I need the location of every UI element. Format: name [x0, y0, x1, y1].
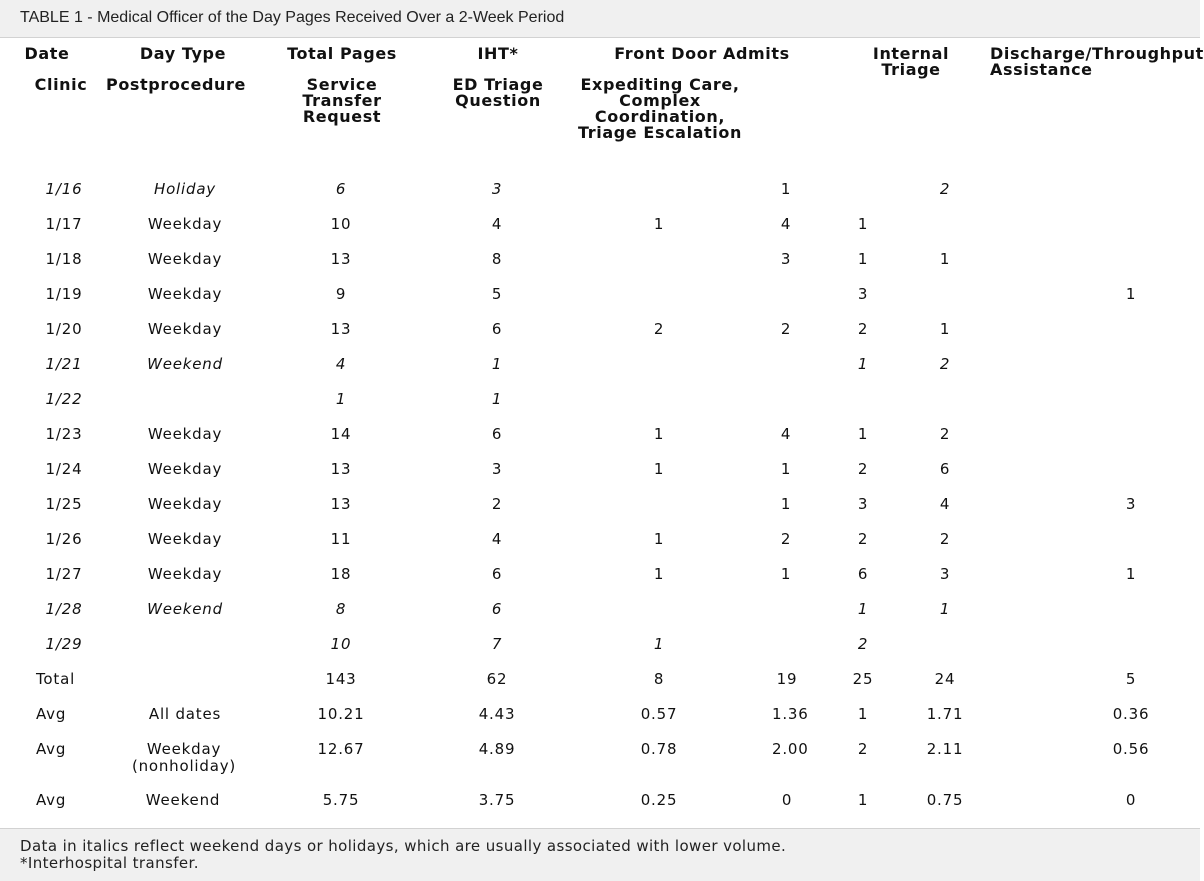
table-row-1-c7: 1	[857, 215, 869, 233]
table-row-11-type: Weekday	[147, 565, 223, 583]
table-row-2-type: Weekday	[147, 250, 223, 268]
table-row-12-type: Weekend	[147, 600, 223, 618]
summary-row-2-it: 2.00	[772, 740, 809, 758]
summary-row-3-fd: 0.25	[640, 791, 678, 809]
table-row-10-type: Weekday	[147, 530, 223, 548]
table-row-3-iht: 5	[491, 285, 503, 303]
table-row-8-fd: 1	[653, 460, 665, 478]
summary-row-0-c7: 25	[852, 670, 874, 688]
table-row-8-c8: 6	[939, 460, 951, 478]
table-row-9-it: 1	[780, 495, 792, 513]
summary-row-2-fd: 0.78	[640, 740, 678, 758]
summary-row-1-total: 10.21	[317, 705, 365, 723]
summary-row-0-iht: 62	[486, 670, 508, 688]
table-row-4-type: Weekday	[147, 320, 223, 338]
table-row-0-iht: 3	[491, 180, 503, 198]
table-row-10-date: 1/26	[45, 530, 83, 548]
table-row-3-total: 9	[335, 285, 347, 303]
header-date: Date	[24, 44, 70, 63]
summary-row-1-c8: 1.71	[926, 705, 964, 723]
table-row-13-total: 10	[330, 635, 352, 653]
header-total-pages: Total Pages	[287, 44, 397, 63]
table-row-3-date: 1/19	[45, 285, 83, 303]
table-row-11-fd: 1	[653, 565, 665, 583]
table-row-13-date: 1/29	[45, 635, 83, 653]
table-row-11-total: 18	[330, 565, 352, 583]
table-row-7-iht: 6	[491, 425, 503, 443]
table-row-1-it: 4	[780, 215, 792, 233]
table-row-0-it: 1	[780, 180, 792, 198]
header-day-type: Day Type	[139, 44, 227, 63]
header-expediting-care: Expediting Care, Complex Coordination, Triage Escalation	[578, 75, 742, 142]
table-row-5-date: 1/21	[45, 355, 83, 373]
table-row-1-date: 1/17	[45, 215, 83, 233]
table-row-8-iht: 3	[491, 460, 503, 478]
table-row-4-date: 1/20	[45, 320, 83, 338]
table-row-8-c7: 2	[857, 460, 869, 478]
summary-row-3-iht: 3.75	[478, 791, 516, 809]
table-row-8-type: Weekday	[147, 460, 223, 478]
summary-row-2-dis: 0.56	[1112, 740, 1150, 758]
table-footnote	[0, 828, 1200, 881]
table-row-11-date: 1/27	[45, 565, 83, 583]
table-row-10-c8: 2	[939, 530, 951, 548]
table-row-0-type: Holiday	[154, 180, 216, 198]
summary-row-3-dis: 0	[1125, 791, 1137, 809]
table-row-7-c7: 1	[857, 425, 869, 443]
table-row-9-dis: 3	[1125, 495, 1137, 513]
summary-row-1-c7: 1	[857, 705, 869, 723]
summary-row-2-c8: 2.11	[926, 740, 964, 758]
table-row-7-date: 1/23	[45, 425, 83, 443]
summary-row-1-label: Avg	[36, 705, 67, 723]
table-row-1-total: 10	[330, 215, 352, 233]
table-row-5-type: Weekend	[147, 355, 223, 373]
table-row-13-fd: 1	[653, 635, 665, 653]
table-row-12-c8: 1	[939, 600, 951, 618]
summary-row-0-it: 19	[776, 670, 798, 688]
table-row-1-type: Weekday	[147, 215, 223, 233]
table-row-3-c7: 3	[857, 285, 869, 303]
table-row-0-total: 6	[335, 180, 347, 198]
table-row-11-c8: 3	[939, 565, 951, 583]
table-row-10-c7: 2	[857, 530, 869, 548]
table-row-2-iht: 8	[491, 250, 503, 268]
table-row-7-fd: 1	[653, 425, 665, 443]
table-row-2-c7: 1	[857, 250, 869, 268]
header-discharge: Discharge/Throughput Assistance	[990, 44, 1204, 79]
summary-row-2-c7: 2	[857, 740, 869, 758]
summary-row-0-fd: 8	[653, 670, 665, 688]
table-row-9-type: Weekday	[147, 495, 223, 513]
summary-row-3-c7: 1	[857, 791, 869, 809]
summary-row-1-fd: 0.57	[640, 705, 678, 723]
table-row-7-type: Weekday	[147, 425, 223, 443]
table-row-1-iht: 4	[491, 215, 503, 233]
header-service-transfer-request: Service Transfer Request	[302, 75, 382, 126]
summary-row-2-total: 12.67	[317, 740, 365, 758]
summary-row-2-type: Weekday (nonholiday)	[131, 740, 237, 775]
table-row-6-date: 1/22	[45, 390, 83, 408]
table-row-4-it: 2	[780, 320, 792, 338]
table-row-4-total: 13	[330, 320, 352, 338]
table-row-10-it: 2	[780, 530, 792, 548]
table-row-7-c8: 2	[939, 425, 951, 443]
table-row-11-it: 1	[780, 565, 792, 583]
table-row-8-it: 1	[780, 460, 792, 478]
table-row-12-total: 8	[335, 600, 347, 618]
summary-row-1-type: All dates	[148, 705, 222, 723]
summary-row-1-dis: 0.36	[1112, 705, 1150, 723]
summary-row-3-total: 5.75	[322, 791, 360, 809]
table-row-7-it: 4	[780, 425, 792, 443]
table-caption: TABLE 1 - Medical Officer of the Day Pages Received Over a 2-Week Period	[0, 0, 1200, 38]
summary-row-2-iht: 4.89	[478, 740, 516, 758]
table-row-9-c8: 4	[939, 495, 951, 513]
table-row-10-total: 11	[330, 530, 352, 548]
summary-row-3-it: 0	[781, 791, 793, 809]
table-row-2-total: 13	[330, 250, 352, 268]
header-iht: IHT*	[477, 44, 519, 63]
table-row-5-c8: 2	[939, 355, 951, 373]
summary-row-3-c8: 0.75	[926, 791, 964, 809]
header-clinic: Clinic	[34, 75, 88, 94]
table-row-12-c7: 1	[857, 600, 869, 618]
table-row-8-total: 13	[330, 460, 352, 478]
table-row-3-dis: 1	[1125, 285, 1137, 303]
header-internal-triage: Internal Triage	[872, 44, 950, 79]
table-row-10-fd: 1	[653, 530, 665, 548]
summary-row-2-label: Avg	[36, 740, 67, 758]
summary-row-0-total: 143	[325, 670, 357, 688]
table-row-5-total: 4	[335, 355, 347, 373]
table-row-5-iht: 1	[491, 355, 503, 373]
table-row-4-c7: 2	[857, 320, 869, 338]
table-row-13-c7: 2	[857, 635, 869, 653]
table-row-6-iht: 1	[491, 390, 503, 408]
summary-row-0-label: Total	[36, 670, 76, 688]
header-front-door-admits: Front Door Admits	[614, 44, 790, 63]
table-row-13-iht: 7	[491, 635, 503, 653]
table-row-4-iht: 6	[491, 320, 503, 338]
footnote-italics: Data in italics reflect weekend days or holidays, which are usually associated with lower volume.	[20, 837, 787, 855]
summary-row-3-type: Weekend	[145, 791, 221, 809]
table-row-12-iht: 6	[491, 600, 503, 618]
table-row-11-iht: 6	[491, 565, 503, 583]
table-row-10-iht: 4	[491, 530, 503, 548]
table-row-7-total: 14	[330, 425, 352, 443]
summary-row-1-iht: 4.43	[478, 705, 516, 723]
header-postprocedure: Postprocedure	[106, 75, 246, 94]
summary-row-1-it: 1.36	[772, 705, 809, 723]
table-row-2-date: 1/18	[45, 250, 83, 268]
summary-row-3-label: Avg	[36, 791, 67, 809]
table-row-5-c7: 1	[857, 355, 869, 373]
table-row-0-c8: 2	[939, 180, 951, 198]
table-row-1-fd: 1	[653, 215, 665, 233]
table-row-9-iht: 2	[491, 495, 503, 513]
summary-row-0-c8: 24	[934, 670, 956, 688]
table-row-0-date: 1/16	[45, 180, 83, 198]
table-row-2-c8: 1	[939, 250, 951, 268]
table-row-9-total: 13	[330, 495, 352, 513]
table-row-2-it: 3	[780, 250, 792, 268]
table-row-4-fd: 2	[653, 320, 665, 338]
table-row-4-c8: 1	[939, 320, 951, 338]
table-row-11-c7: 6	[857, 565, 869, 583]
table-row-9-c7: 3	[857, 495, 869, 513]
table-row-9-date: 1/25	[45, 495, 83, 513]
table-row-8-date: 1/24	[45, 460, 83, 478]
table-row-12-date: 1/28	[45, 600, 83, 618]
footnote-iht: *Interhospital transfer.	[20, 854, 199, 872]
header-ed-triage-question: ED Triage Question	[452, 75, 544, 110]
table-row-3-type: Weekday	[147, 285, 223, 303]
table-row-6-total: 1	[335, 390, 347, 408]
table-row-11-dis: 1	[1125, 565, 1137, 583]
summary-row-0-dis: 5	[1125, 670, 1137, 688]
